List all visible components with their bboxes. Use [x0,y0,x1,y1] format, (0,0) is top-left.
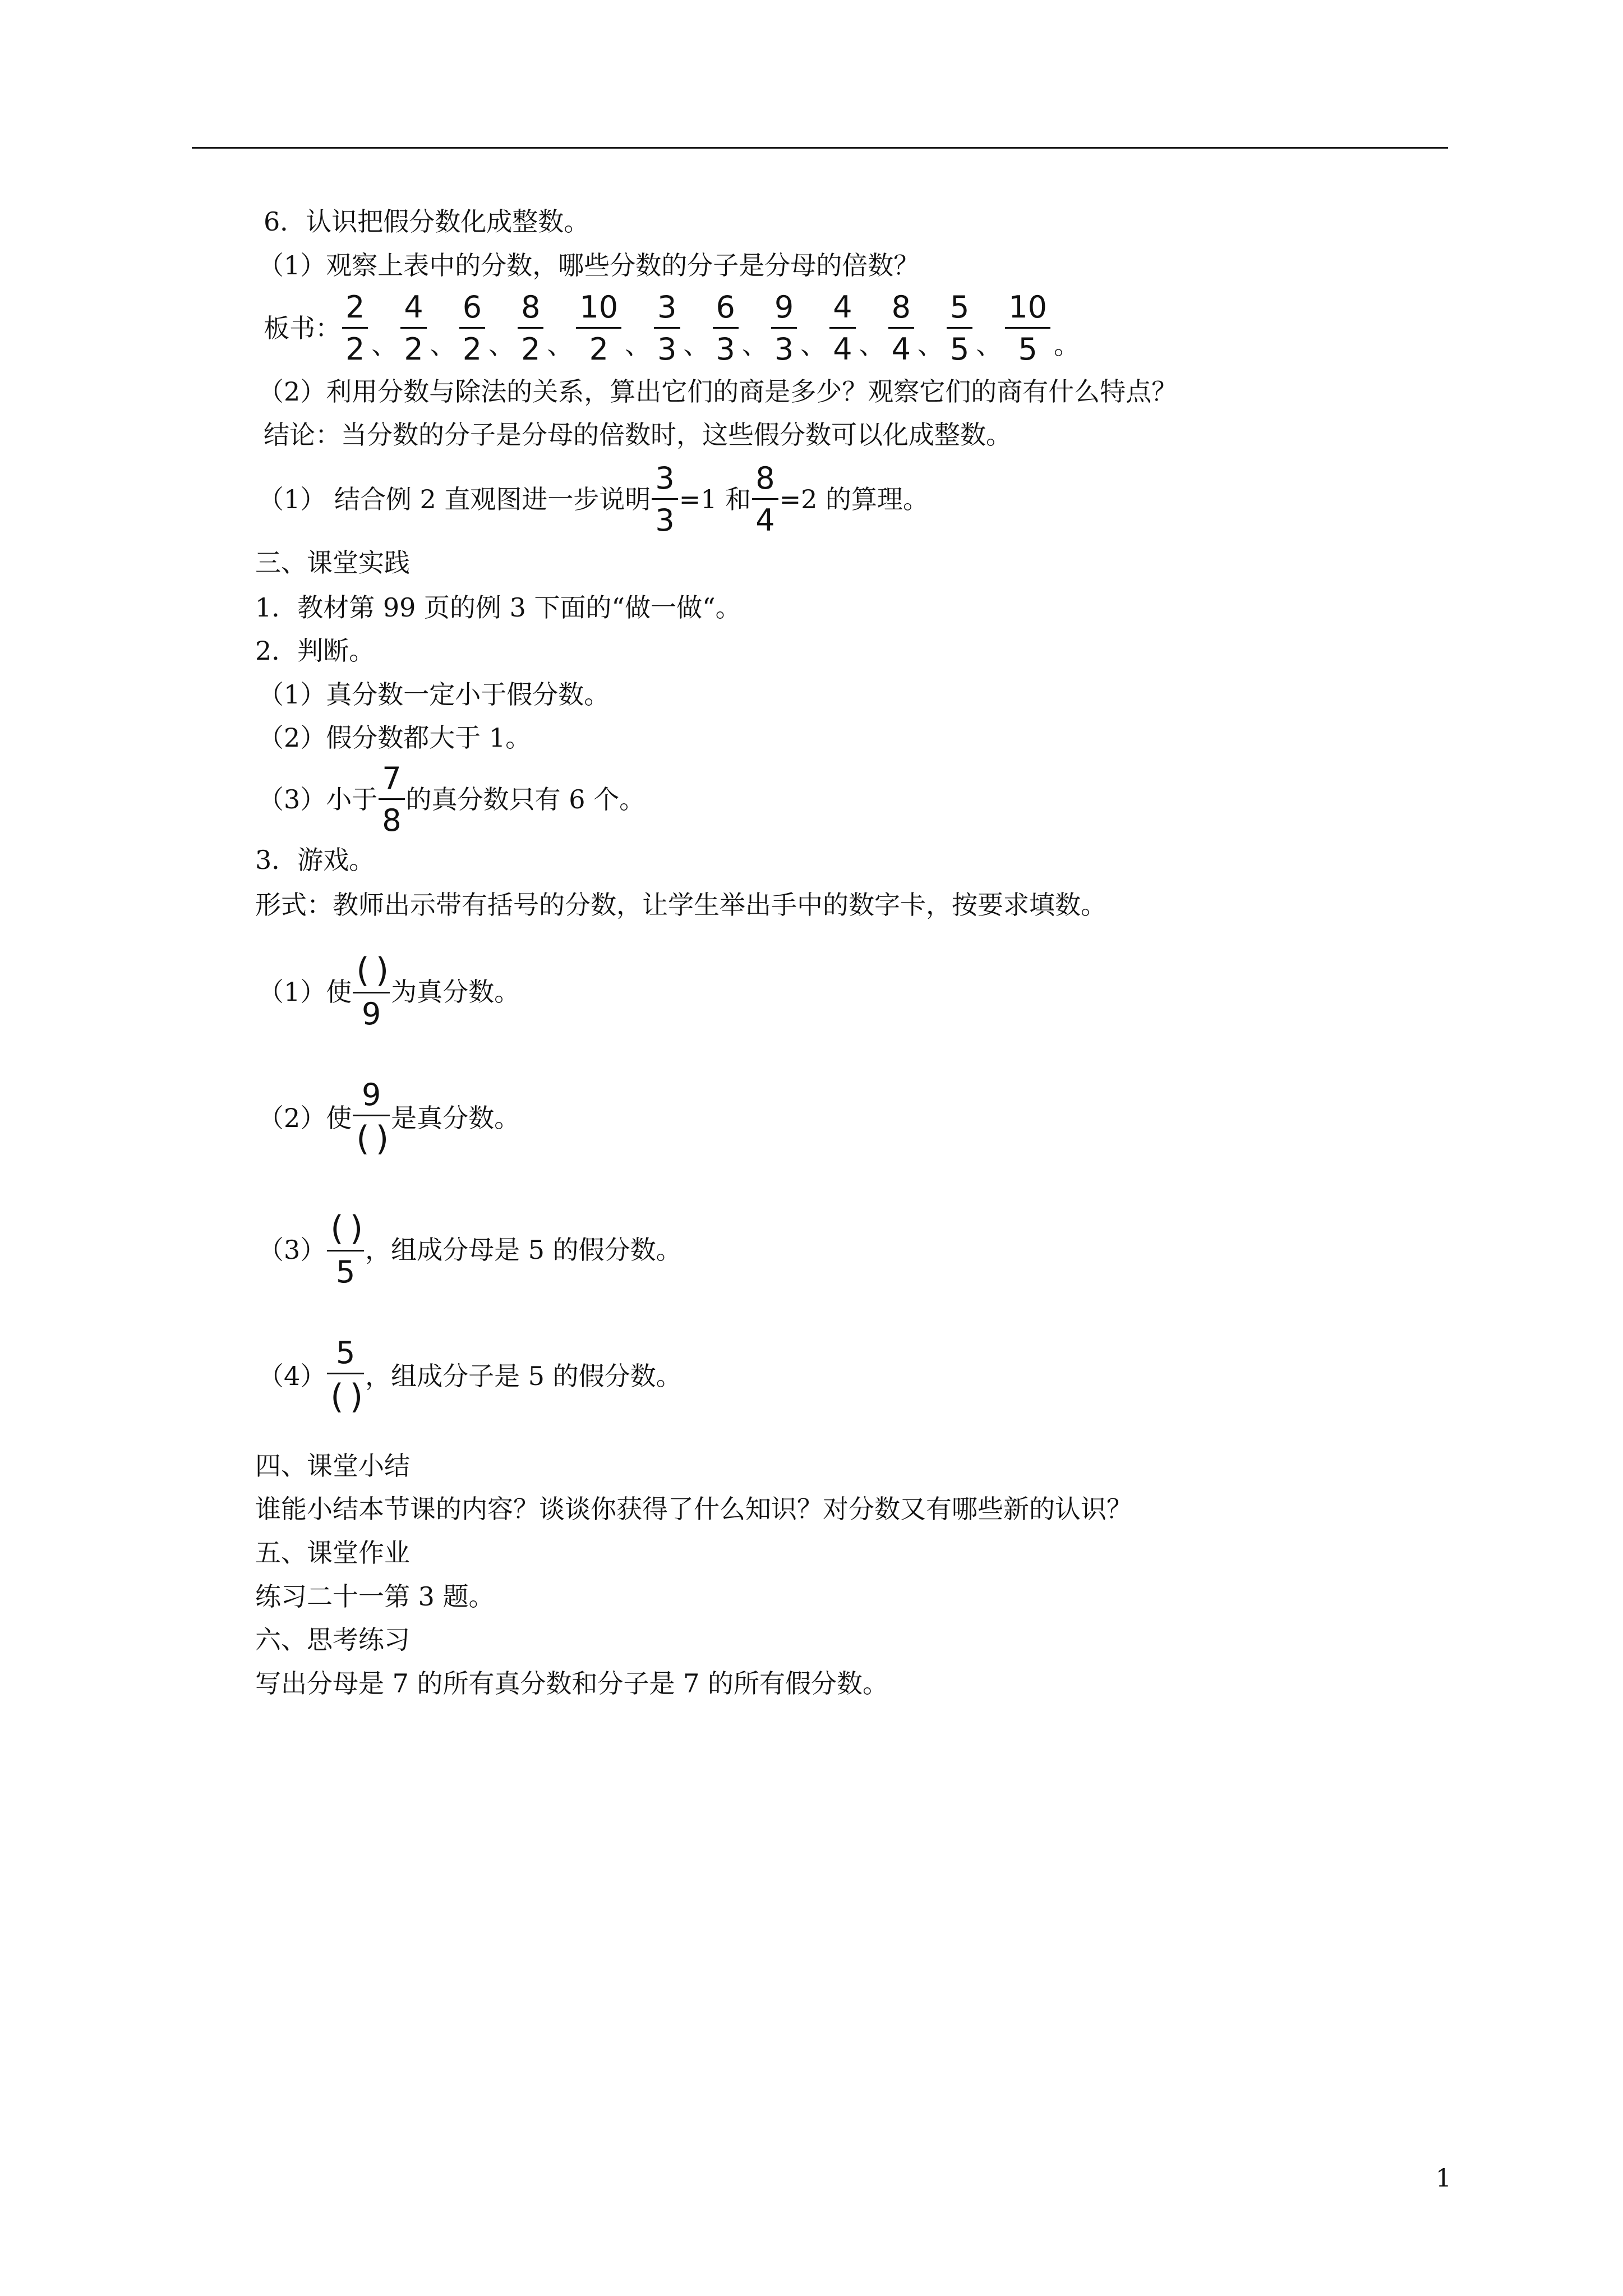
judge-1: （1）真分数一定小于假分数。 [258,679,610,710]
judge-3-prefix: （3）小于 [258,784,378,815]
board-fraction: $\frac{6}{2}$ [459,292,485,365]
board-separator: 、 [859,330,885,360]
board-fraction: $\frac{9}{3}$ [771,292,797,365]
board-separator: 、 [547,330,573,360]
board-fraction: $\frac{4}{2}$ [400,292,426,365]
board-separator: 、 [800,330,827,360]
practice-item-3: 3．游戏。 [255,845,375,875]
board-separator: 、 [683,330,709,360]
board-separator: 、 [741,330,768,360]
game-4-suffix: ，组成分子是 5 的假分数。 [365,1360,682,1391]
conclusion: 结论：当分数的分子是分母的倍数时，这些假分数可以化成整数。 [264,420,1012,450]
board-fraction: $\frac{8}{4}$ [888,292,914,365]
question-3-prefix: （1） 结合例 2 直观图进一步说明 [258,484,651,514]
judge-2: （2）假分数都大于 1。 [258,723,532,753]
game-form: 形式：教师出示带有括号的分数，让学生举出手中的数字卡，按要求填数。 [255,890,1106,920]
board-fraction: $\frac{3}{3}$ [654,292,680,365]
board-fraction: $\frac{6}{3}$ [713,292,739,365]
section-4-text: 谁能小结本节课的内容？谈谈你获得了什么知识？对分数又有哪些新的认识？ [255,1494,1132,1524]
fraction-8-over-4: $\frac{8}{4}$ [752,463,778,536]
section-6-title: 6．认识把假分数化成整数。 [264,206,590,237]
board-fraction: $\frac{5}{5}$ [947,292,972,365]
question-3-row [258,457,929,541]
game-4-prefix: （4） [258,1360,326,1391]
board-row [264,286,1082,370]
board-fraction-list [341,289,1082,367]
board-separator: 、 [371,330,398,360]
section-3-title: 三、课堂实践 [255,547,410,578]
section-5-text: 练习二十一第 3 题。 [255,1581,495,1612]
judge-3-row [258,757,645,841]
section-4-title: 四、课堂小结 [255,1451,410,1481]
board-separator: 、 [625,330,651,360]
header-rule [192,147,1448,149]
board-fraction: $\frac{10}{2}$ [576,292,621,365]
section-5-title: 五、课堂作业 [255,1538,410,1568]
board-fraction: $\frac{2}{2}$ [342,292,368,365]
board-separator: 。 [1054,330,1080,360]
blank-over-9: $\frac{( )}{9}$ [353,954,390,1029]
board-separator: 、 [976,330,1002,360]
board-fraction: $\frac{4}{4}$ [829,292,855,365]
game-2-suffix: 是真分数。 [391,1102,520,1133]
game-1-prefix: （1）使 [258,976,352,1007]
board-fraction: $\frac{10}{5}$ [1005,292,1050,365]
game-3-row [258,1200,682,1299]
game-3-prefix: （3） [258,1234,326,1265]
board-separator: 、 [488,330,515,360]
blank-over-5: $\frac{( )}{5}$ [327,1212,364,1287]
judge-3-suffix: 的真分数只有 6 个。 [405,784,645,815]
section-6b-text: 写出分母是 7 的所有真分数和分子是 7 的所有假分数。 [255,1668,889,1699]
section-6b-title: 六、思考练习 [255,1625,410,1655]
question-2: （2）利用分数与除法的关系，算出它们的商是多少？观察它们的商有什么特点？ [258,376,1178,407]
question-3-suffix: =2 的算理。 [779,484,929,514]
game-2-prefix: （2）使 [258,1102,352,1133]
9-over-blank: $\frac{9}{( )}$ [353,1080,390,1156]
practice-item-1: 1．教材第 99 页的例 3 下面的“做一做“。 [255,592,741,623]
board-label: 板书： [264,313,341,343]
5-over-blank: $\frac{5}{( )}$ [327,1338,364,1414]
game-3-suffix: ，组成分母是 5 的假分数。 [365,1234,682,1265]
page-number: 1 [1436,2164,1451,2193]
game-1-suffix: 为真分数。 [391,976,520,1007]
board-separator: 、 [917,330,943,360]
board-fraction: $\frac{8}{2}$ [518,292,543,365]
question-3-mid: =1 和 [679,484,751,514]
fraction-7-over-8: $\frac{7}{8}$ [379,763,404,836]
game-4-row [258,1327,682,1425]
question-1: （1）观察上表中的分数，哪些分数的分子是分母的倍数？ [258,250,920,280]
game-1-row [258,942,520,1041]
fraction-3-over-3: $\frac{3}{3}$ [652,463,677,536]
game-2-row [258,1069,520,1167]
practice-item-2: 2．判断。 [255,636,375,666]
board-separator: 、 [430,330,456,360]
